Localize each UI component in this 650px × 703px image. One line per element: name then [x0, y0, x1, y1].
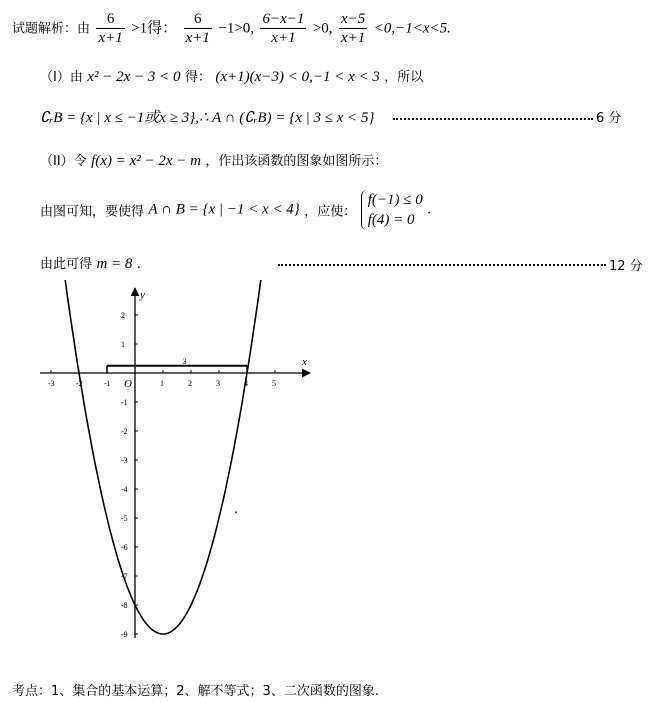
- analysis-prefix: 试题解析：由: [12, 21, 91, 37]
- stray-dot: [235, 511, 237, 513]
- origin-label: O: [124, 378, 132, 390]
- dotted-leader-2: [278, 264, 606, 266]
- x-tick-label: 3: [216, 379, 220, 388]
- inequality-2: −1>0,: [218, 20, 255, 37]
- x-tick-label: -2: [76, 379, 83, 388]
- y-tick-label: -5: [121, 514, 128, 523]
- part1-expression: x² − 2x − 3 < 0: [87, 69, 181, 85]
- footer-note: 考点：1、集合的基本运算；2、解不等式；3、二次函数的图象.: [12, 684, 379, 699]
- segment-label: 3: [182, 356, 187, 366]
- condition-1: f(−1) ≤ 0: [367, 192, 423, 208]
- fraction-3-denominator: x+1: [271, 30, 296, 46]
- x-tick-label: 2: [188, 379, 192, 388]
- fraction-4-numerator: x−5: [341, 11, 366, 27]
- part1b-line: [40, 106, 375, 127]
- part1-mid: 得：: [184, 70, 211, 85]
- part2b-expression: A ∩ B = {x | −1 < x < 4}: [148, 201, 300, 218]
- y-tick-label: -4: [121, 485, 128, 494]
- parabola-curve: [62, 280, 264, 634]
- fraction-2-numerator: 6: [184, 10, 212, 29]
- dotted-leader-1: [393, 118, 593, 120]
- fraction-2: [184, 10, 212, 47]
- fraction-3-numerator: 6−x−1: [262, 11, 305, 27]
- part3-line: [40, 253, 141, 273]
- part3-prefix: 由此可得: [40, 257, 93, 272]
- part1-line: [40, 66, 423, 86]
- condition-dot: .: [427, 201, 431, 218]
- x-axis-label: x: [302, 356, 307, 368]
- score-6: 6 分: [596, 111, 622, 126]
- condition-2: f(4) = 0: [367, 212, 415, 228]
- fraction-2-denominator: x+1: [185, 30, 210, 46]
- x-tick-label: 5: [272, 379, 276, 388]
- inequality-1: >1得：: [131, 20, 178, 37]
- part2b-line: [40, 190, 431, 230]
- inequality-4: <0,−1<x<5.: [373, 20, 451, 37]
- fraction-4-denominator: x+1: [341, 30, 366, 46]
- part2b-mid: ，应使：: [304, 204, 357, 220]
- y-axis-label: y: [140, 289, 145, 301]
- y-tick-label: -3: [121, 456, 128, 465]
- x-tick-label: 4: [244, 379, 248, 388]
- y-tick-label: 2: [121, 311, 125, 320]
- part2b-prefix: 由图可知，要使得: [40, 204, 145, 220]
- fraction-1-numerator: 6: [96, 10, 124, 29]
- function-graph: [30, 280, 330, 650]
- condition-system: [361, 190, 423, 230]
- x-tick-label: -3: [48, 379, 55, 388]
- score-12: 12 分: [609, 259, 643, 274]
- y-tick-label: 1: [121, 340, 125, 349]
- part2-tail: ，作出该函数的图象如图所示：: [205, 154, 388, 169]
- y-tick-label: -8: [121, 601, 128, 610]
- y-tick-label: -1: [121, 398, 128, 407]
- part3-expression: m = 8: [96, 256, 133, 272]
- fraction-3: [260, 10, 306, 47]
- complement-expression: ∁ᵣB = {x | x ≤ −1或x ≥ 3},∴ A ∩ (∁ᵣB) = {x | 3 ≤ x < 5}: [40, 110, 375, 126]
- analysis-line: [12, 10, 451, 47]
- part2-label: （II）令: [40, 154, 87, 169]
- part2-expression: f(x) = x² − 2x − m: [91, 153, 201, 169]
- fraction-1-denominator: x+1: [98, 30, 123, 46]
- x-tick-label: 1: [160, 379, 164, 388]
- part2-line: [40, 150, 387, 170]
- part1-tail: ，所以: [384, 70, 424, 85]
- part1-result: (x+1)(x−3) < 0,−1 < x < 3: [215, 69, 380, 85]
- y-tick-label: -9: [121, 630, 128, 639]
- y-tick-label: -2: [121, 427, 128, 436]
- y-tick-label: -7: [121, 572, 128, 581]
- part1-label: （I）由: [40, 70, 83, 85]
- y-tick-label: -6: [121, 543, 128, 552]
- fraction-1: [96, 10, 124, 47]
- x-tick-label: -1: [104, 379, 111, 388]
- inequality-3: >0,: [312, 20, 333, 37]
- fraction-4: [339, 10, 367, 47]
- part3-tail: .: [136, 256, 141, 272]
